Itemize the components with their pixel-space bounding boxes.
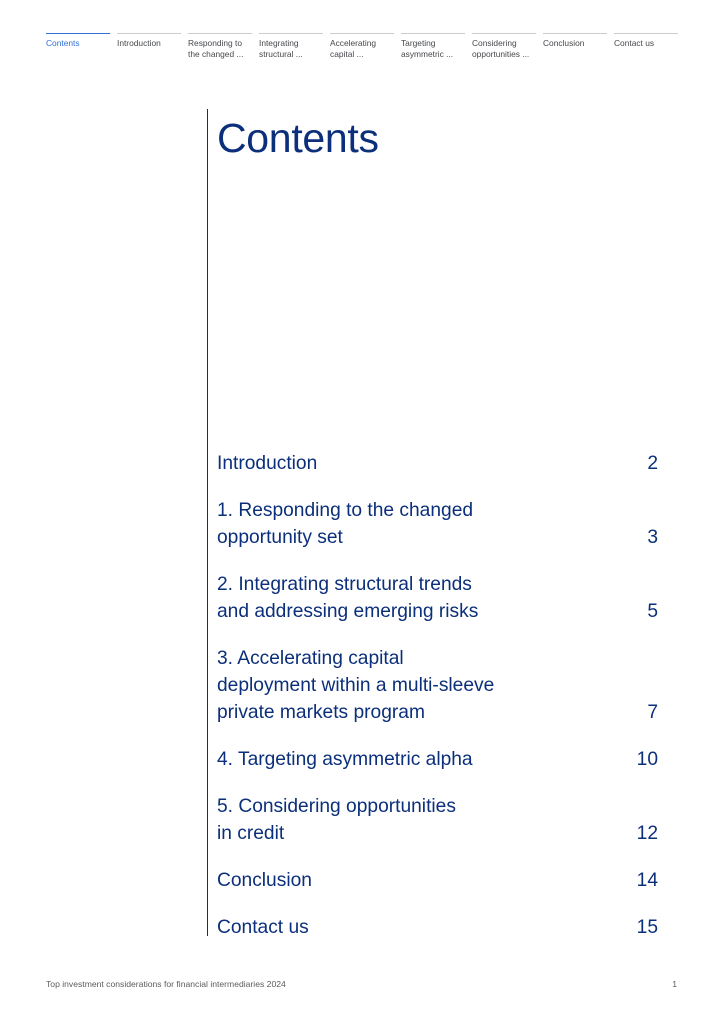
toc-label-line: 3. Accelerating capital xyxy=(217,648,404,669)
nav-tab-label: Accelerating xyxy=(330,38,377,48)
nav-tab-targeting[interactable] xyxy=(401,33,465,60)
nav-tab-introduction[interactable] xyxy=(117,33,181,60)
nav-tab-label: Responding to xyxy=(188,38,243,48)
nav-tab-label: opportunities ... xyxy=(472,49,530,59)
toc-page-number: 2 xyxy=(647,453,658,474)
toc-label-line: 1. Responding to the changed xyxy=(217,500,474,521)
toc-label-line: and addressing emerging risks xyxy=(217,601,479,622)
toc-page-number: 3 xyxy=(647,527,658,548)
page-title: Contents xyxy=(217,115,379,161)
section-nav xyxy=(46,33,678,60)
footer-page-number: 1 xyxy=(672,979,677,989)
toc-entry-considering[interactable] xyxy=(217,793,658,847)
toc-page-number: 5 xyxy=(647,601,658,622)
toc-entry-label xyxy=(217,914,309,941)
nav-tab-conclusion[interactable] xyxy=(543,33,607,60)
toc-entry-responding[interactable] xyxy=(217,497,658,551)
nav-tab-label: Contact us xyxy=(614,38,655,48)
toc-entry-accelerating[interactable] xyxy=(217,645,658,726)
toc-page-number: 10 xyxy=(636,749,658,770)
nav-tab-label: structural ... xyxy=(259,49,303,59)
nav-tab-label: Targeting xyxy=(401,38,436,48)
toc-page-number: 15 xyxy=(636,917,658,938)
toc-entry-label xyxy=(217,571,478,625)
nav-tab-label: the changed ... xyxy=(188,49,244,59)
toc-page-number: 12 xyxy=(636,823,658,844)
nav-tab-contents[interactable] xyxy=(46,33,110,60)
toc-label-line: 5. Considering opportunities xyxy=(217,796,456,817)
toc-page-number: 14 xyxy=(636,870,658,891)
toc-entry-targeting[interactable] xyxy=(217,746,658,773)
toc-entry-introduction[interactable] xyxy=(217,450,658,477)
toc-entry-contact-us[interactable] xyxy=(217,914,658,941)
toc-page-number: 7 xyxy=(647,702,658,723)
nav-tab-label: Considering xyxy=(472,38,517,48)
nav-tab-contact-us[interactable] xyxy=(614,33,678,60)
nav-tab-integrating[interactable] xyxy=(259,33,323,60)
nav-tab-label: asymmetric ... xyxy=(401,49,454,59)
nav-tab-responding[interactable] xyxy=(188,33,252,60)
toc-label-line: Contact us xyxy=(217,917,309,938)
vertical-divider xyxy=(207,109,208,936)
toc-label-line: 4. Targeting asymmetric alpha xyxy=(217,749,473,770)
nav-tab-label: Integrating xyxy=(259,38,299,48)
toc-entry-label xyxy=(217,497,473,551)
nav-tab-label: Introduction xyxy=(117,38,161,48)
toc-label-line: Introduction xyxy=(217,453,318,474)
nav-tab-label: Contents xyxy=(46,38,80,48)
toc-entry-label xyxy=(217,450,317,477)
nav-tab-considering[interactable] xyxy=(472,33,536,60)
toc-label-line: private markets program xyxy=(217,702,425,723)
toc-entry-integrating[interactable] xyxy=(217,571,658,625)
toc-label-line: Conclusion xyxy=(217,870,312,891)
nav-tab-label: Conclusion xyxy=(543,38,585,48)
toc-entry-label xyxy=(217,746,473,773)
toc-entry-label xyxy=(217,645,494,726)
footer-document-title: Top investment considerations for financial intermediaries 2024 xyxy=(46,979,286,989)
toc-entry-label xyxy=(217,793,456,847)
toc-label-line: 2. Integrating structural trends xyxy=(217,574,472,595)
table-of-contents xyxy=(217,450,658,961)
toc-label-line: in credit xyxy=(217,823,285,844)
toc-entry-conclusion[interactable] xyxy=(217,867,658,894)
toc-entry-label xyxy=(217,867,312,894)
toc-label-line: opportunity set xyxy=(217,527,343,548)
nav-tab-accelerating[interactable] xyxy=(330,33,394,60)
toc-label-line: deployment within a multi-sleeve xyxy=(217,675,495,696)
nav-tab-label: capital ... xyxy=(330,49,364,59)
